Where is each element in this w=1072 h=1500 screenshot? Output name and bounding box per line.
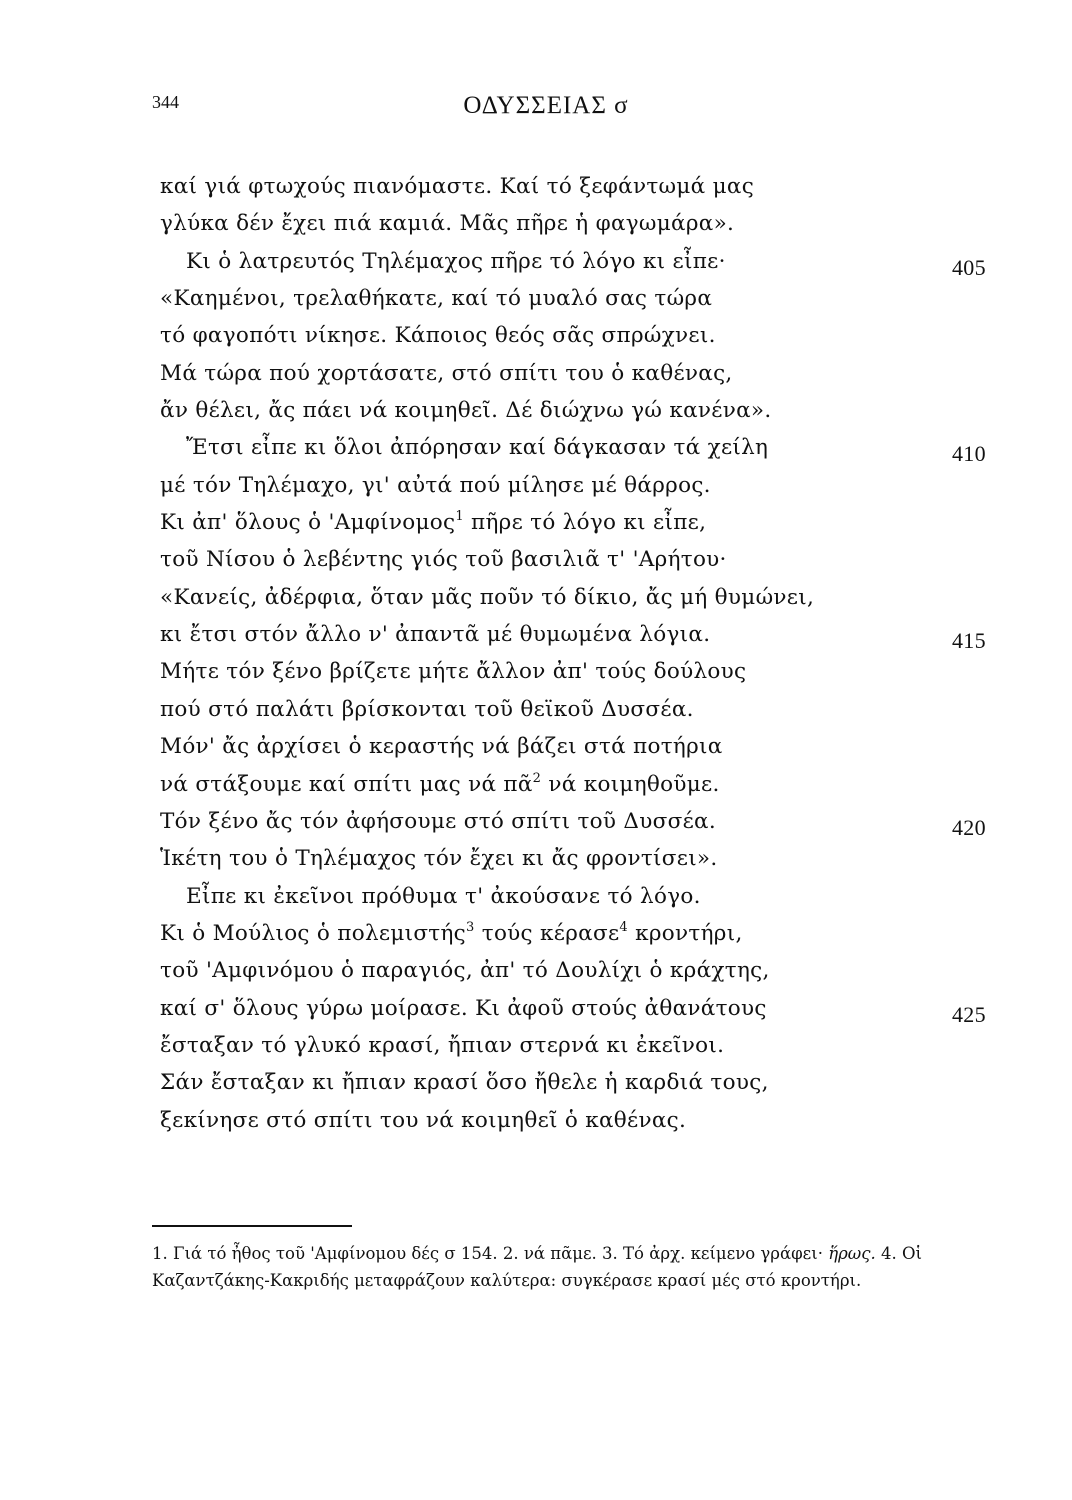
verse-text: τοῦ Νίσου ὁ λεβέντης γιός τοῦ βασιλιᾶ τ' 'Αρήτου·	[160, 547, 727, 573]
verse-text: πού στό παλάτι βρίσκονται τοῦ θεϊκοῦ Δυσσέα.	[160, 696, 694, 722]
verse-text: μέ τόν Τηλέμαχο, γι' αὐτά πού μίλησε μέ θάρρος.	[160, 472, 711, 498]
verse-segment: Κι ὁ Μούλιος ὁ πολεμιστής	[160, 920, 467, 946]
verse-line	[160, 728, 1020, 765]
verse-text: γλύκα δέν ἔχει πιά καμιά. Μᾶς πῆρε ἡ φαγωμάρα».	[160, 211, 735, 237]
line-number: 405	[952, 254, 986, 280]
verse-text: Ἔτσι εἶπε κι ὅλοι ἀπόρησαν καί δάγκασαν τά χείλη	[186, 435, 769, 461]
verse-segment: νά κοιμηθοῦμε.	[541, 771, 720, 797]
verse-line	[160, 1027, 1020, 1064]
verse-text: Σάν ἔσταξαν κι ἤπιαν κρασί ὅσο ἤθελε ἡ καρδιά τους,	[160, 1070, 769, 1096]
verse-line	[160, 467, 1020, 504]
verse-text: τοῦ 'Αμφινόμου ὁ παραγιός, ἀπ' τό Δουλίχι ὁ κράχτης,	[160, 958, 770, 984]
verse-text: ἄν θέλει, ἄς πάει νά κοιμηθεῖ. Δέ διώχνω γώ κανένα».	[160, 398, 772, 424]
verse-line	[160, 691, 1020, 728]
verse-text	[160, 510, 706, 535]
verse-line	[160, 1064, 1020, 1101]
verse-line	[160, 168, 1020, 205]
verse-text: ξεκίνησε στό σπίτι του νά κοιμηθεῖ ὁ καθένας.	[160, 1107, 687, 1133]
running-head: ΟΔΥΣΣΕΙΑΣ σ	[463, 92, 629, 119]
verse-line	[160, 355, 1020, 392]
verse-line	[160, 803, 1020, 840]
verse-line	[160, 541, 1020, 578]
verse-line	[160, 952, 1020, 989]
verse-text: Μά τώρα πού χορτάσατε, στό σπίτι του ὁ καθένας,	[160, 360, 733, 386]
verse-text: ἔσταξαν τό γλυκό κρασί, ἤπιαν στερνά κι ἐκεῖνοι.	[160, 1032, 725, 1058]
verse-line	[160, 915, 1020, 952]
verse-line	[160, 840, 1020, 877]
page-number: 344	[152, 92, 179, 112]
footnote-text-1: 1. Γιά τό ἦθος τοῦ 'Αμφίνομου δές σ 154. 2. νά πᾶμε. 3. Τό ἀρχ. κείμενο γράφει·	[152, 1244, 823, 1263]
verse-segment: Κι ἀπ' ὅλους ὁ 'Αμφίνομος	[160, 510, 456, 536]
footnote-marker: 2	[532, 770, 542, 786]
verse-segment: κροντήρι,	[627, 920, 743, 946]
footnote-marker: 1	[455, 509, 464, 525]
verse-text: «Κανείς, ἀδέρφια, ὅταν μᾶς ποῦν τό δίκιο, ἄς μή θυμώνει,	[160, 584, 815, 610]
verse-line	[160, 280, 1020, 317]
verse-text: Κι ὁ λατρευτός Τηλέμαχος πῆρε τό λόγο κι εἶπε·	[186, 248, 726, 274]
verse-line	[160, 653, 1020, 690]
verse-text: κι ἔτσι στόν ἄλλο ν' ἀπαντᾶ μέ θυμωμένα λόγια.	[160, 622, 711, 648]
footnote-italic: ἥρως.	[828, 1244, 876, 1263]
verse-line	[160, 429, 1020, 466]
verse-line	[160, 1102, 1020, 1139]
verse-text: Εἶπε κι ἐκεῖνοι πρόθυμα τ' ἀκούσανε τό λόγο.	[186, 883, 701, 909]
verse-text: Μόν' ἄς ἀρχίσει ὁ κεραστής νά βάζει στά ποτήρια	[160, 734, 723, 760]
line-number: 410	[952, 441, 986, 467]
verse-line	[160, 579, 1020, 616]
footnote-marker: 4	[619, 919, 628, 935]
verse-text: Μήτε τόν ξένο βρίζετε μήτε ἄλλον ἀπ' τούς δούλους	[160, 659, 747, 685]
verse-text: καί σ' ὅλους γύρω μοίρασε. Κι ἀφοῦ στούς ἀθανάτους	[160, 995, 767, 1021]
footnotes	[152, 1240, 922, 1294]
verse-text: Ἱκέτη του ὁ Τηλέμαχος τόν ἔχει κι ἄς φροντίσει».	[160, 846, 718, 872]
verse-text: τό φαγοπότι νίκησε. Κάποιος θεός σᾶς σπρώχνει.	[160, 323, 716, 349]
verse-text	[160, 921, 743, 946]
verse-segment: πῆρε τό λόγο κι εἶπε,	[463, 510, 707, 536]
verse-text: Τόν ξένο ἄς τόν ἀφήσουμε στό σπίτι τοῦ Δυσσέα.	[160, 808, 716, 834]
line-number: 425	[952, 1001, 986, 1027]
verse-line	[160, 616, 1020, 653]
verse-line	[160, 878, 1020, 915]
line-number: 420	[952, 814, 986, 840]
verse-text: «Καημένοι, τρελαθήκατε, καί τό μυαλό σας τώρα	[160, 286, 713, 312]
verse-block	[160, 168, 1020, 1139]
line-number: 415	[952, 628, 986, 654]
verse-line	[160, 317, 1020, 354]
verse-line	[160, 392, 1020, 429]
verse-line	[160, 205, 1020, 242]
footnote-rule	[152, 1225, 352, 1227]
verse-text	[160, 772, 720, 797]
verse-line	[160, 990, 1020, 1027]
verse-line	[160, 243, 1020, 280]
verse-segment: τούς κέρασε	[474, 920, 620, 946]
verse-line	[160, 504, 1020, 541]
verse-segment: νά στάξουμε καί σπίτι μας νά πᾶ	[160, 771, 533, 797]
verse-text: καί γιά φτωχούς πιανόμαστε. Καί τό ξεφάντωμά μας	[160, 174, 755, 199]
footnote-marker: 3	[466, 919, 475, 935]
footnote-text-2: 4. Οἱ Καζαντζάκης-Κακριδής μεταφράζουν καλύτερα: συγκέρασε κρασί μές στό κροντήρι.	[152, 1244, 923, 1290]
verse-line	[160, 766, 1020, 803]
